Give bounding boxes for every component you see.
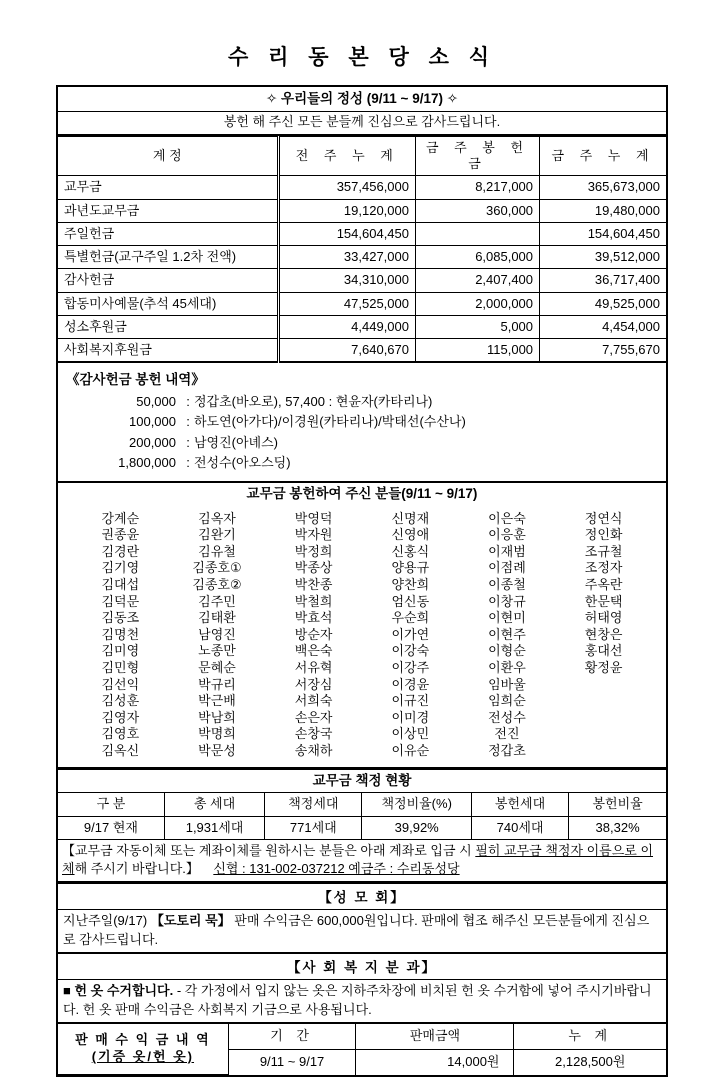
donor-name: 박근배 (198, 693, 236, 709)
donor-name: 이유순 (391, 742, 430, 758)
donor-name: 김성훈 (101, 693, 140, 709)
note-text-part2: 해 주시기 바랍니다.】 (74, 861, 199, 877)
donor-name: 문혜순 (198, 660, 236, 676)
donor-name: 허태영 (584, 610, 623, 626)
donor-name: 우순희 (391, 610, 430, 626)
col-header-account (58, 136, 278, 176)
stat-value-offering-rate: 38,32% (569, 816, 666, 839)
donor-name: 김영자 (101, 709, 140, 725)
assessment-status-section (56, 769, 668, 885)
clothing-sales-table (58, 1023, 666, 1075)
donor-name: 이강숙 (391, 643, 430, 659)
sales-header-cumulative: 누 계 (514, 1024, 666, 1050)
colon-separator: : (186, 455, 190, 471)
thanks-detail-row (58, 453, 666, 474)
thanks-detail-amount: 100,000 (129, 414, 176, 430)
donor-name: 권종윤 (101, 527, 140, 543)
donor-name: 이미경 (391, 709, 430, 725)
row-this-week: 360,000 (416, 199, 540, 222)
donor-name: 주옥란 (584, 577, 623, 593)
donor-name: 이종철 (488, 577, 526, 593)
col-header-this-week: 금 주 봉 헌 금 (416, 136, 540, 176)
note-spacer (199, 861, 213, 876)
thanks-detail-row (58, 412, 666, 433)
donor-name: 박자원 (294, 527, 333, 543)
table-row (58, 269, 666, 292)
donor-name: 이형순 (488, 643, 526, 659)
stat-value-assessed-rate: 39,92% (362, 816, 471, 839)
donor-name: 김영호 (101, 726, 140, 742)
row-this-total: 36,717,400 (540, 269, 666, 292)
donor-name: 이창규 (488, 593, 526, 609)
donor-name: 김명천 (101, 626, 140, 642)
stat-header-assessed-rate: 책정비율(%) (362, 793, 471, 816)
table-row (58, 339, 666, 363)
row-this-week: 8,217,000 (416, 176, 540, 199)
assessment-header-row (58, 793, 666, 816)
donor-name: 이현미 (488, 610, 526, 626)
offering-header: ✧ 우리들의 정성 (9/11 ~ 9/17) ✧ (58, 87, 666, 112)
donor-name: 박종상 (294, 560, 333, 576)
donor-name: 강계순 (101, 510, 140, 526)
thanks-detail-amount: 50,000 (136, 393, 176, 409)
donor-name: 전성수 (488, 709, 526, 725)
donor-name: 한문택 (584, 593, 623, 609)
donor-name: 박철희 (294, 593, 333, 609)
row-label: 합동미사예물(추석 45세대) (58, 292, 278, 315)
donor-name: 김대섭 (101, 577, 140, 593)
donor-name: 김민형 (101, 660, 140, 676)
row-this-total: 49,525,000 (540, 292, 666, 315)
row-label: 과년도교무금 (58, 199, 278, 222)
welfare-body-rest: - 각 가정에서 입지 않는 옷은 지하주차장에 비치된 헌 옷 수거함에 넣어 주시기 (173, 983, 614, 999)
stat-value-division: 9/17 현재 (58, 816, 164, 839)
donor-name: 임바울 (488, 676, 526, 692)
sales-value-period: 9/11 ~ 9/17 (228, 1050, 356, 1075)
donor-name: 정갑초 (488, 742, 526, 758)
donor-name: 서희숙 (294, 693, 333, 709)
donors-column (271, 511, 357, 760)
row-this-week: 5,000 (416, 315, 540, 338)
sales-label-cell (58, 1024, 228, 1075)
donor-name: 김기영 (101, 560, 140, 576)
stat-value-total-households: 1,931세대 (164, 816, 264, 839)
donor-name: 이응훈 (488, 527, 526, 543)
donors-column (77, 511, 163, 760)
colon-separator: : (186, 414, 190, 430)
thanks-detail-row (58, 432, 666, 453)
donor-name: 신명재 (391, 510, 430, 526)
thanks-offering-detail (56, 363, 668, 483)
donor-name: 이강주 (391, 660, 430, 676)
donor-name: 이현주 (488, 626, 526, 642)
table-row (58, 246, 666, 269)
donor-name: 서장심 (294, 676, 333, 692)
row-prev-total: 19,120,000 (278, 199, 415, 222)
legion-body-part1: 지난주일(9/17) (63, 913, 151, 929)
offering-section (56, 85, 668, 363)
donor-name: 박정희 (294, 543, 333, 559)
donor-name: 신영애 (391, 527, 430, 543)
sales-label-line2: (기증 옷/헌 옷) (91, 1049, 195, 1065)
welfare-body (58, 980, 666, 1023)
row-prev-total: 34,310,000 (278, 269, 415, 292)
sales-header-row (58, 1024, 666, 1050)
donor-name: 박찬종 (294, 577, 333, 593)
donor-name: 김유철 (198, 543, 236, 559)
donor-name: 김완기 (198, 527, 236, 543)
note-text-underlined: 필히 교무금 책정자 이름으로 이체 (62, 842, 654, 877)
thanks-detail-names: 전성수(아오스딩) (194, 455, 291, 471)
donor-name: 김미영 (101, 643, 140, 659)
sales-label-line1: 판 매 수 익 금 내 역 (75, 1032, 211, 1048)
donor-name: 이경윤 (391, 676, 430, 692)
assessment-title: 교무금 책정 현황 (58, 769, 666, 793)
donor-name: 임희순 (488, 693, 526, 709)
donor-name: 이규진 (391, 693, 430, 709)
donor-name: 김경란 (101, 543, 140, 559)
donor-name: 김동조 (101, 610, 140, 626)
row-this-week: 2,000,000 (416, 292, 540, 315)
table-row (58, 176, 666, 199)
donor-name: 서유혁 (294, 660, 333, 676)
donor-name: 김종호② (192, 577, 242, 593)
donor-name: 손창국 (294, 726, 333, 742)
thanks-detail-title: 《감사헌금 봉헌 내역》 (66, 372, 205, 388)
donor-name: 박명희 (198, 726, 236, 742)
row-prev-total: 4,449,000 (278, 315, 415, 338)
row-this-week (416, 222, 540, 245)
donor-name: 양용규 (391, 560, 430, 576)
sales-header-period: 기 간 (228, 1024, 356, 1050)
row-label: 감사헌금 (58, 269, 278, 292)
row-this-total: 154,604,450 (540, 222, 666, 245)
welfare-body-line2: 바랍니다. 헌 옷 판매 수익금은 사회복지 기금으로 사용됩니다. (63, 983, 652, 1017)
donor-name: 손은자 (294, 709, 333, 725)
donor-name: 김주민 (198, 593, 236, 609)
row-this-week: 115,000 (416, 339, 540, 363)
donor-name: 박규리 (198, 676, 236, 692)
donor-name: 전진 (494, 726, 520, 742)
note-text-part1: 【교무금 자동이체 또는 계좌이체를 원하시는 분들은 아래 계좌로 입금 시 (62, 842, 476, 858)
donor-name: 박영덕 (294, 510, 333, 526)
donor-name: 김옥자 (198, 510, 236, 526)
row-prev-total: 33,427,000 (278, 246, 415, 269)
thanks-detail-row (58, 391, 666, 412)
donor-name: 박효석 (294, 610, 333, 626)
row-label: 주일헌금 (58, 222, 278, 245)
row-label: 교무금 (58, 176, 278, 199)
row-prev-total: 7,640,670 (278, 339, 415, 363)
row-this-total: 4,454,000 (540, 315, 666, 338)
assessment-note (58, 839, 666, 881)
donor-name: 김종호① (192, 560, 242, 576)
donors-header: 교무금 봉헌하여 주신 분들(9/11 ~ 9/17) (56, 483, 668, 504)
row-this-total: 365,673,000 (540, 176, 666, 199)
legion-body-part3: 으로 감사드립니다. (63, 913, 650, 947)
colon-separator: : (186, 434, 190, 450)
donor-name: 이가연 (391, 626, 430, 642)
donor-name: 남영진 (198, 626, 236, 642)
donor-name: 방순자 (294, 626, 333, 642)
note-bank-account: 신협 : 131-002-037212 예금주 : 수리동성당 (213, 861, 460, 877)
row-this-week: 2,407,400 (416, 269, 540, 292)
assessment-table (58, 769, 666, 883)
square-bullet-icon: ■ (63, 983, 71, 999)
assessment-value-row (58, 816, 666, 839)
stat-header-offering-households: 봉헌세대 (471, 793, 568, 816)
stat-header-total-households: 총 세대 (164, 793, 264, 816)
donor-name: 박남희 (198, 709, 236, 725)
donor-name: 김옥신 (101, 742, 140, 758)
donor-name: 김선익 (101, 676, 140, 692)
donor-name: 정인화 (584, 527, 623, 543)
donor-name: 노종만 (198, 643, 236, 659)
thanks-detail-names: 정갑초(바오로), 57,400 : 현윤자(카타리나) (194, 393, 433, 409)
offering-subheader: 봉헌 해 주신 모든 분들께 진심으로 감사드립니다. (58, 112, 666, 136)
thanks-detail-amount: 1,800,000 (118, 455, 176, 471)
donor-name: 백은숙 (294, 643, 333, 659)
donor-name: 양찬희 (391, 577, 430, 593)
page-title: 수 리 동 본 당 소 식 (227, 46, 496, 69)
donor-name: 엄신동 (391, 593, 430, 609)
row-prev-total: 357,456,000 (278, 176, 415, 199)
legion-header: 【성 모 회】 (58, 884, 666, 910)
table-row (58, 315, 666, 338)
assessment-title-row (58, 769, 666, 793)
donor-name: 김덕문 (101, 593, 140, 609)
donors-column (561, 511, 647, 760)
col-header-prev-total: 전 주 누 계 (278, 136, 415, 176)
donors-column (464, 511, 550, 760)
row-prev-total: 47,525,000 (278, 292, 415, 315)
offering-table (58, 136, 666, 364)
col-header-account-text: 계 정 (152, 147, 182, 163)
table-row (58, 292, 666, 315)
thanks-detail-names: 하도연(아가다)/이경원(카타리나)/박태선(수산나) (194, 414, 466, 430)
welfare-bold-lead: 헌 옷 수거합니다. (74, 983, 174, 999)
sales-header-amount: 판매금액 (356, 1024, 514, 1050)
donor-name: 김태환 (198, 610, 236, 626)
donor-name: 신홍식 (391, 543, 430, 559)
thanks-detail-amount: 200,000 (129, 434, 176, 450)
stat-header-division: 구 분 (58, 793, 164, 816)
sales-value-cumulative: 2,128,500원 (514, 1050, 666, 1075)
welfare-header: 【사 회 복 지 분 과】 (58, 954, 666, 980)
row-label: 특별헌금(교구주일 1.2차 전액) (58, 246, 278, 269)
donors-column (367, 511, 453, 760)
offering-table-header-row (58, 136, 666, 176)
welfare-section (56, 954, 668, 1077)
row-this-total: 39,512,000 (540, 246, 666, 269)
sales-value-amount: 14,000원 (356, 1050, 514, 1075)
legion-item-name: 【도토리 묵】 (150, 913, 231, 929)
stat-value-assessed-households: 771세대 (265, 816, 362, 839)
colon-separator: : (186, 393, 190, 409)
row-this-total: 7,755,670 (540, 339, 666, 363)
row-prev-total: 154,604,450 (278, 222, 415, 245)
donor-name: 홍대선 (584, 643, 623, 659)
row-this-total: 19,480,000 (540, 199, 666, 222)
row-label: 사회복지후원금 (58, 339, 278, 363)
donors-column (174, 511, 260, 760)
stat-value-offering-households: 740세대 (471, 816, 568, 839)
donor-name: 황정윤 (584, 660, 623, 676)
donor-name: 조정자 (584, 560, 623, 576)
donors-name-grid (56, 505, 668, 769)
col-header-this-total: 금 주 누 계 (540, 136, 666, 176)
stat-header-offering-rate: 봉헌비율 (569, 793, 666, 816)
donor-name: 정연식 (584, 510, 623, 526)
legion-body-part2: 판매 수익금은 600,000원입니다. 판매에 협조 해주신 모든분들에게 진심 (230, 913, 637, 929)
donor-name: 이은숙 (488, 510, 526, 526)
donor-name: 이환우 (488, 660, 526, 676)
table-row (58, 199, 666, 222)
donor-name: 박문성 (198, 742, 236, 758)
stat-header-assessed-households: 책정세대 (265, 793, 362, 816)
row-this-week: 6,085,000 (416, 246, 540, 269)
donor-name: 이재범 (488, 543, 526, 559)
donor-name: 현창은 (584, 626, 623, 642)
donor-name: 조규철 (584, 543, 623, 559)
legion-body (58, 910, 666, 952)
donor-name: 송채하 (294, 742, 333, 758)
legion-section (56, 884, 668, 954)
table-row (58, 222, 666, 245)
donor-name: 이점례 (488, 560, 526, 576)
thanks-detail-names: 남영진(아녜스) (194, 434, 279, 450)
row-label: 성소후원금 (58, 315, 278, 338)
donor-name: 이상민 (391, 726, 430, 742)
assessment-note-row (58, 839, 666, 881)
